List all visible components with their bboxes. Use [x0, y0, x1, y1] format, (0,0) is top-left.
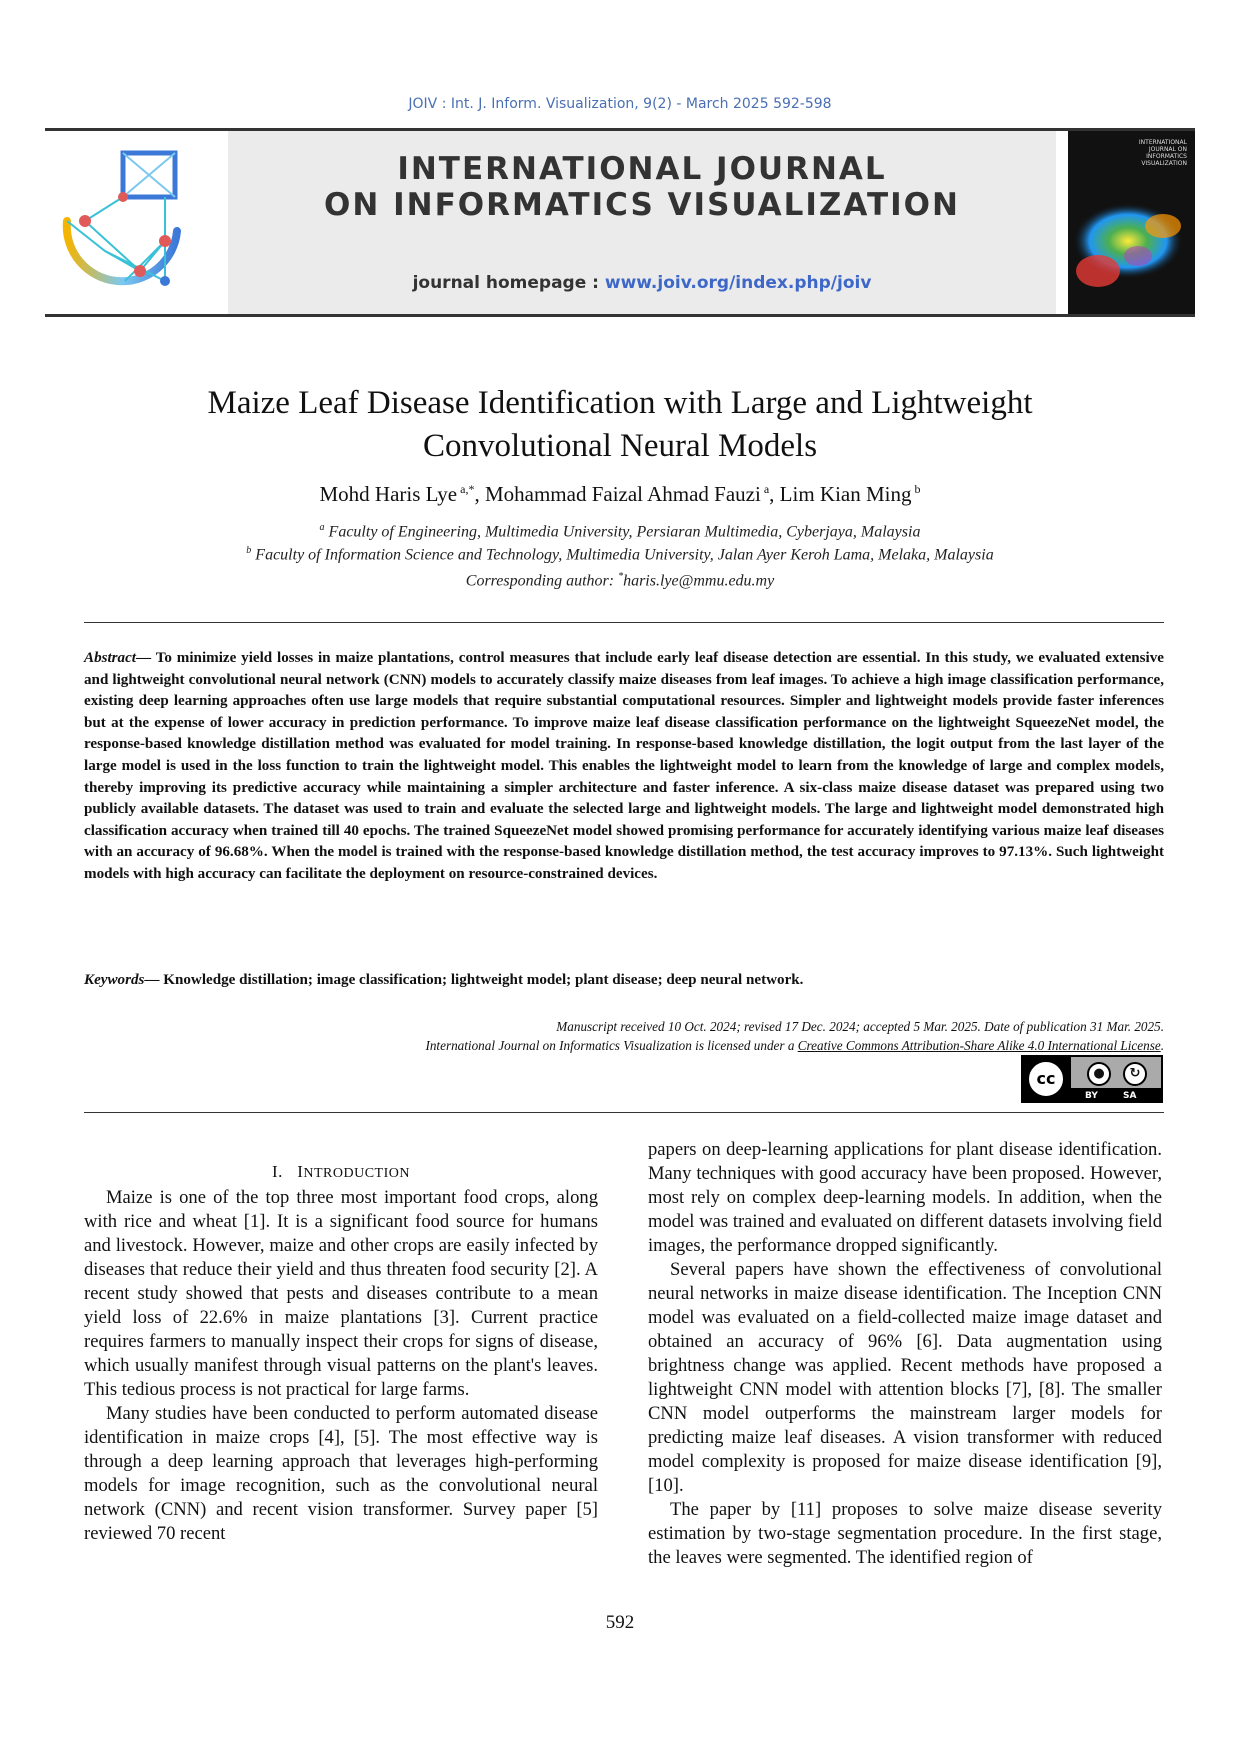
cc-icon: cc	[1029, 1062, 1063, 1096]
affiliation-a-mark: a	[319, 522, 325, 533]
page-number: 592	[605, 1612, 635, 1633]
homepage-link[interactable]: www.joiv.org/index.php/joiv	[604, 273, 872, 293]
journal-logo-icon	[45, 131, 225, 314]
license-link[interactable]: Creative Commons Attribution-Share Alike 4.0 International License	[797, 1038, 1161, 1053]
journal-cover-image	[1068, 131, 1195, 314]
intro-paragraph-3: papers on deep-learning applications for plant disease identification. Many techniques with good accuracy have been proposed. However, most rely on complex deep-learning models. In addition, when the model was trained and evaluated on different datasets involving field images, the performance dropped significantly.	[648, 1139, 1162, 1256]
section-title-initial: I	[297, 1162, 304, 1181]
paper-title	[100, 382, 1140, 468]
author-1: Mohd Haris Lye	[319, 482, 458, 506]
affiliation-b-text: Faculty of Information Science and Technology, Multimedia University, Jalan Ayer Keroh Lama, Melaka, Malaysia	[251, 546, 994, 564]
section-title-rest: NTRODUCTION	[303, 1166, 410, 1181]
keywords-dash: —	[144, 972, 164, 988]
journal-citation-line: JOIV : Int. J. Inform. Visualization, 9(2) - March 2025 592-598	[408, 96, 832, 112]
license-prefix: International Journal on Informatics Visualization is licensed under a	[425, 1038, 798, 1053]
affiliation-a	[100, 522, 1140, 541]
manuscript-dates: Manuscript received 10 Oct. 2024; revised 17 Dec. 2024; accepted 5 Mar. 2025. Date of publication 31 Mar. 2025.	[556, 1019, 1164, 1034]
attribution-icon: ●	[1087, 1062, 1111, 1086]
affiliation-b	[100, 545, 1140, 564]
intro-paragraph-1: Maize is one of the top three most important food crops, along with rice and wheat [1]. It is a significant food source for humans and livestock. However, maize and other crops are easily infected by diseases that reduce their yield and thus threaten food security [2]. A recent study showed that pests and diseases contribute to a mean yield loss of 22.6% in maize plantations [3]. Current practice requires farmers to manually inspect their crops for signs of disease, which usually manifest through visual patterns on the plant's leaves. This tedious process is not practical for large farms.	[84, 1187, 598, 1400]
abstract-text: To minimize yield losses in maize plantations, control measures that include early leaf disease detection are essential. In this study, we evaluated extensive and lightweight convolutional neural network (CNN) models to accurately classify maize diseases from leaf images. To achieve a high image classification performance, existing deep learning approaches often use large models that require substantial computational resources. Simpler and lightweight models provide faster inferences but at the expense of lower accuracy in prediction performance. To improve maize leaf disease classification performance on the lightweight SqueezeNet model, the response-based knowledge distillation method was evaluated for model training. In response-based knowledge distillation, the logit output from the last layer of the large model is used in the loss function to train the lightweight model. This enables the lightweight model to learn from the knowledge of large and complex models, thereby improving its predictive accuracy while maintaining a simpler architecture and faster inference. A six-class maize disease dataset was prepared using two publicly available datasets. The dataset was used to train and evaluate the selected large and lightweight models. The large and lightweight model demonstrated high classification accuracy when trained till 40 epochs. The trained SqueezeNet model showed promising performance for accurately identifying various maize leaf diseases with an accuracy of 96.68%. When the model is trained with the response-based knowledge distillation method, the test accuracy improves to 97.13%. Such lightweight models with high accuracy can facilitate the deployment on resource-constrained devices.	[84, 650, 1164, 882]
paper-title-line-1: Maize Leaf Disease Identification with Large and Lightweight	[207, 385, 1033, 421]
author-1-affil: a,*	[457, 482, 475, 496]
cover-title: INTERNATIONAL JOURNAL ON INFORMATICS VISUALIZATION	[1138, 139, 1187, 167]
journal-logo	[45, 131, 225, 314]
keywords-label: Keywords	[84, 972, 145, 988]
intro-paragraph-2: Many studies have been conducted to perform automated disease identification in maize crops [4], [5]. The most effective way is through a deep learning approach that leverages high-performing models for image recognition, such as the convolutional neural network (CNN) and recent vision transformer. Survey paper [5] reviewed 70 recent	[84, 1403, 598, 1544]
banner-bottom-rule	[45, 314, 1195, 317]
abstract-label: Abstract	[84, 650, 136, 666]
paper-title-line-2: Convolutional Neural Models	[422, 428, 818, 464]
banner-title-line-1: INTERNATIONAL JOURNAL	[397, 151, 887, 187]
author-2: , Mohammad Faizal Ahmad Fauzi	[474, 482, 761, 506]
manuscript-info	[84, 1017, 1164, 1055]
banner-title-line-2: ON INFORMATICS VISUALIZATION	[324, 187, 960, 223]
keywords-text: Knowledge distillation; image classification; lightweight model; plant disease; deep neural network.	[163, 972, 804, 988]
abstract-dash: —	[136, 650, 156, 666]
license-suffix: .	[1160, 1038, 1164, 1053]
corresponding-mark: *	[618, 571, 624, 582]
keywords	[84, 972, 1164, 989]
author-2-affil: a	[760, 482, 770, 496]
homepage-label: journal homepage :	[412, 273, 605, 293]
abstract	[84, 648, 1164, 886]
corresponding-author	[100, 571, 1140, 590]
corresponding-label: Corresponding author:	[465, 572, 619, 590]
body-top-rule	[84, 1112, 1164, 1113]
author-3: , Lim Kian Ming	[769, 482, 912, 506]
intro-paragraph-5: The paper by [11] proposes to solve maize disease severity estimation by two-stage segmentation procedure. In the first stage, the leaves were segmented. The identified region of	[648, 1499, 1162, 1568]
cc-sa-label: SA	[1123, 1091, 1137, 1101]
share-alike-icon: ↻	[1123, 1062, 1147, 1086]
intro-paragraph-4: Several papers have shown the effectiveness of convolutional neural networks in maize disease identification. The Inception CNN model was evaluated on a field-collected maize image dataset and obtained an accuracy of 96% [6]. Data augmentation using brightness change was applied. Recent methods have proposed a lightweight CNN model with attention blocks [7], [8]. The smaller CNN model outperforms the mainstream larger models for predicting maize leaf diseases. A vision transformer with reduced model complexity is proposed for maize disease identification [9], [10].	[648, 1259, 1162, 1496]
abstract-top-rule	[84, 622, 1164, 623]
journal-banner	[228, 131, 1056, 314]
section-number: I.	[272, 1162, 283, 1181]
journal-homepage	[228, 273, 1056, 293]
author-list	[100, 482, 1140, 507]
cc-by-label: BY	[1085, 1091, 1098, 1101]
cc-logo-block	[1023, 1057, 1071, 1101]
author-3-affil: b	[911, 482, 921, 496]
affiliation-b-mark: b	[246, 545, 252, 556]
cc-license-badge[interactable]	[1021, 1055, 1163, 1103]
affiliation-a-text: Faculty of Engineering, Multimedia University, Persiaran Multimedia, Cyberjaya, Malaysia	[324, 523, 921, 541]
license-statement	[84, 1036, 1164, 1055]
section-heading-introduction	[84, 1160, 598, 1186]
corresponding-email[interactable]: haris.lye@mmu.edu.my	[623, 572, 775, 590]
body-column-left	[84, 1138, 598, 1546]
cc-label-strip	[1071, 1088, 1161, 1101]
body-column-right	[648, 1138, 1162, 1570]
